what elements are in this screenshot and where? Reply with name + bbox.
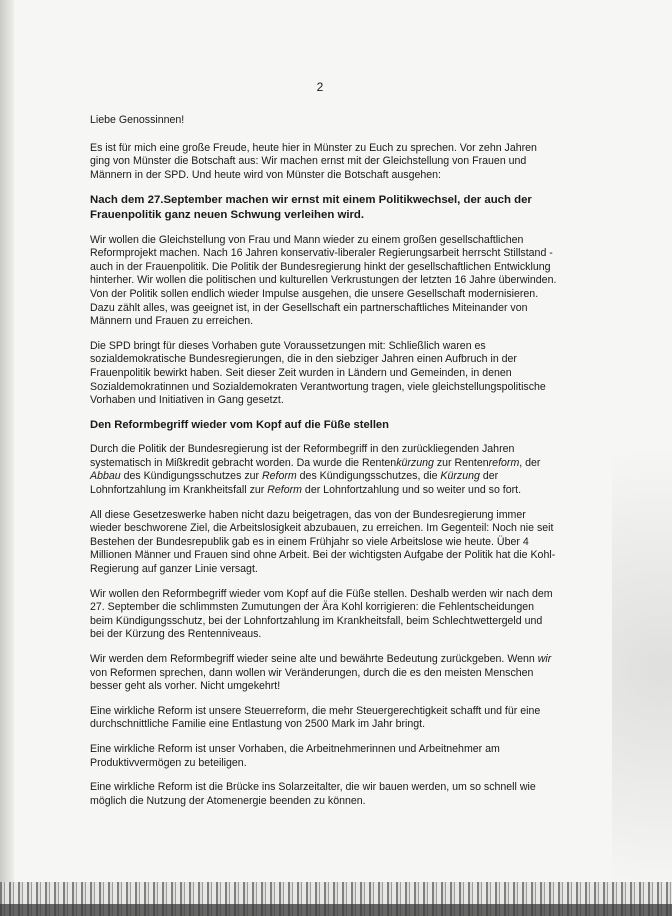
- paragraph-intro: Es ist für mich eine große Freude, heute hier in Münster zu Euch zu sprechen. Vor zehn Jahren ging von Münster die Botschaft aus: Wir machen ernst mit der Gleichstellung von Frauen und Männern in der SPD. Und heute wird von Münster die Botschaft ausgehen:: [90, 141, 537, 181]
- section-heading: Den Reformbegriff wieder vom Kopf auf die Füße stellen: [90, 418, 389, 431]
- greeting: Liebe Genossinnen!: [90, 114, 185, 126]
- italic-run: Abbau: [90, 470, 121, 483]
- scan-bottom-shadow: [0, 904, 672, 916]
- paragraph-tax-reform: Eine wirkliche Reform ist unsere Steuerreform, die mehr Steuergerechtigkeit schafft und für eine durchschnittliche Familie eine Entlastung von 2500 Mark im Jahr bringt.: [90, 704, 541, 731]
- italic-run: reform: [488, 456, 520, 469]
- page-number: 2: [316, 80, 324, 94]
- text-run: Durch die Politik der Bundesregierung ist der Reformbegriff in den zurückliegenden Jahren systematisch in Mißkredit gebracht worden. Da wurde die Renten: [90, 443, 515, 469]
- paragraph-spd: Die SPD bringt für dieses Vorhaben gute Voraussetzungen mit: Schließlich waren es sozialdemokratische Bundesregierungen, die in den siebziger Jahren einen Aufbruch in der Frauenpolitik bewirkt haben. Seit dieser Zeit wurden in Ländern und Gemeinden, in denen Sozialdemokratinnen und Sozialdemokraten Verantwortung tragen, viele gleichstellungspolitische Vorhaben und Initiativen in Gang gesetzt.: [90, 339, 546, 407]
- text-run: der Lohnfortzahlung im Krankheitsfall zur: [90, 470, 499, 497]
- text-run: zur Renten: [433, 456, 489, 469]
- document-body: [90, 114, 558, 819]
- text-run: Wir werden dem Reformbegriff wieder seine alte und bewährte Bedeutung zurückgeben. Wenn: [90, 653, 538, 665]
- text-run: des Kündigungsschutzes zur: [120, 470, 262, 483]
- italic-run: Reform: [267, 484, 302, 497]
- paragraph-productive-capital: Eine wirkliche Reform ist unser Vorhaben, die Arbeitnehmerinnen und Arbeitnehmer am Produktivvermögen zu beteiligen.: [90, 742, 500, 769]
- italic-run: Kürzung: [440, 470, 480, 483]
- text-run: von Reformen sprechen, dann wollen wir Veränderungen, durch die es den meisten Menschen besser geht als vorher. Nicht umgekehrt!: [90, 666, 534, 693]
- scan-noise: [612, 300, 672, 916]
- paragraph-solar: Eine wirkliche Reform ist die Brücke ins Solarzeitalter, die wir bauen werden, um so schnell wie möglich die Nutzung der Atomenergie beenden zu können.: [90, 781, 536, 807]
- italic-run: Reform: [261, 470, 297, 483]
- paragraph-reform-project: Wir wollen die Gleichstellung von Frau und Mann wieder zu einem großen gesellschaftlichen Reformprojekt machen. Nach 16 Jahren konservativ-liberaler Regierungsarbeit herrscht Stillstand - auch in der Frauenpolitik. Die Politik der Bundesregierung hinkt der gesellschaftlichen Entwicklung hinterher. Wir wollen die politischen und kulturellen Verkrustungen der letzten 16 Jahre überwinden. Von der Politik sollen endlich wieder Impulse ausgehen, die unsere Gesellschaft modernisieren. Dazu zählt alles, was geeignet ist, in der Gesellschaft ein partnerschaftliches Miteinander von Männern und Frauen zu erreichen.: [90, 233, 557, 328]
- italic-run: wir: [537, 653, 552, 665]
- paragraph-meaning: [90, 653, 558, 694]
- paragraph-corrections: Wir wollen den Reformbegriff wieder vom Kopf auf die Füße stellen. Deshalb werden wir nach dem 27. September die schlimmsten Zumutungen der Ära Kohl korrigieren: die Fehlentscheidungen beim Kündigungsschutz, bei der Lohnfortzahlung im Krankheitsfall, beim Schlechtwettergeld und bei der Kürzung des Rentenniveaus.: [90, 587, 553, 641]
- text-run: des Kündigungsschutzes, die: [296, 470, 441, 483]
- text-run: der Lohnfortzahlung und so weiter und so fort.: [301, 484, 522, 497]
- paragraph-bold-statement: Nach dem 27.September machen wir ernst mit einem Politikwechsel, der auch der Frauenpolitik ganz neuen Schwung verleihen wird.: [90, 194, 532, 221]
- italic-run: kürzung: [396, 456, 434, 469]
- text-run: , der: [519, 456, 541, 469]
- paragraph-unemployment: All diese Gesetzeswerke haben nicht dazu beigetragen, das von der Bundesregierung immer wieder beschworene Ziel, die Arbeitslosigkeit abzubauen, zu erreichen. Im Gegenteil: Noch nie seit Bestehen der Bundesrepublik gab es in einem Frühjahr so viele Arbeitslose wie heute. Über 4 Millionen Männer und Frauen sind ohne Arbeit. Bei der wichtigsten Aufgabe der Politik hat die Kohl-Regierung auf ganzer Linie versagt.: [90, 508, 556, 576]
- paragraph-reformbegriff: [90, 443, 558, 497]
- scan-left-edge: [0, 0, 14, 916]
